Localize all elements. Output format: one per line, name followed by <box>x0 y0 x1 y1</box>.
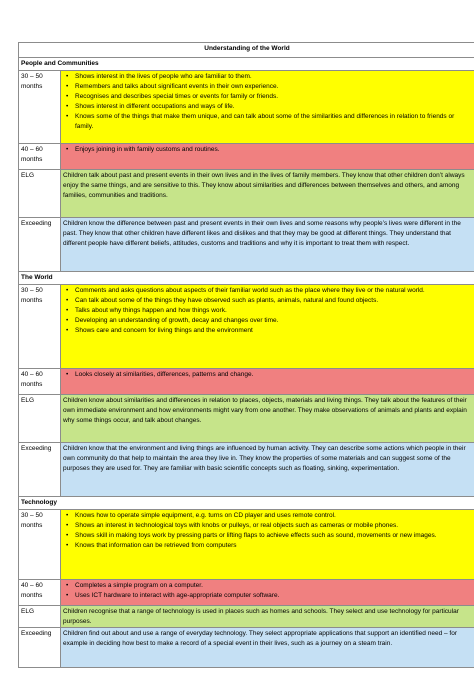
table-row <box>19 510 474 580</box>
descriptor-list <box>63 370 473 380</box>
stage-label: 30 – 50 months <box>19 285 61 369</box>
stage-label: ELG <box>19 606 61 628</box>
descriptor-cell <box>61 628 474 668</box>
descriptor-list <box>63 72 473 132</box>
stage-label: 30 – 50 months <box>19 510 61 580</box>
section-heading: People and Communities <box>19 58 474 71</box>
stage-label: 40 – 60 months <box>19 144 61 170</box>
list-item: • Shows an interest in technological toys with knobs or pulleys, or real objects such as cameras or mobile phones. <box>75 521 473 531</box>
stage-label: Exceeding <box>19 218 61 272</box>
descriptor-cell <box>61 71 474 144</box>
section-heading: Technology <box>19 497 474 510</box>
table-row <box>19 606 474 628</box>
list-item: • Talks about why things happen and how things work. <box>75 306 473 316</box>
descriptor-cell <box>61 510 474 580</box>
stage-label: Exceeding <box>19 628 61 668</box>
descriptor-cell <box>61 285 474 369</box>
descriptor-cell <box>61 580 474 606</box>
descriptor-cell <box>61 218 474 272</box>
list-item: • Uses ICT hardware to interact with age-appropriate computer software. <box>75 591 473 601</box>
section-heading-row <box>19 58 474 71</box>
stage-label: ELG <box>19 395 61 443</box>
section-heading-row <box>19 497 474 510</box>
stage-label: ELG <box>19 170 61 218</box>
descriptor-cell <box>61 443 474 497</box>
table-row <box>19 395 474 443</box>
table-row <box>19 285 474 369</box>
descriptor-text: Children find out about and use a range of everyday technology. They select appropriate applications that support an identified need – for example in deciding how best to make a record of a special event in their lives, such as a journey on a steam train. <box>63 630 457 647</box>
descriptor-text: Children know the difference between past and present events in their own lives and some reasons why people’s lives were different in the past. They know that other children have different likes and dislikes and that they may be good at different things. They understand that different people have different beliefs, attitudes, customs and traditions and why it is important to treat them with respect. <box>63 220 461 247</box>
section-heading: The World <box>19 272 474 285</box>
descriptor-cell <box>61 144 474 170</box>
list-item: • Comments and asks questions about aspects of their familiar world such as the place where they live or the natural world. <box>75 286 473 296</box>
understanding-world-table <box>18 42 474 668</box>
stage-label: Exceeding <box>19 443 61 497</box>
stage-label: 30 – 50 months <box>19 71 61 144</box>
table-row <box>19 369 474 395</box>
list-item: • Knows that information can be retrieved from computers <box>75 541 473 551</box>
descriptor-list <box>63 145 473 155</box>
table-row <box>19 443 474 497</box>
table-row <box>19 218 474 272</box>
table-row <box>19 71 474 144</box>
descriptor-text: Children talk about past and present events in their own lives and in the lives of family members. They know that other children don’t always enjoy the same things, and are sensitive to this. They know about similarities and differences between themselves and others, and among families, communities and traditions. <box>63 172 465 199</box>
table-row <box>19 170 474 218</box>
descriptor-cell <box>61 606 474 628</box>
stage-label: 40 – 60 months <box>19 369 61 395</box>
list-item: • Shows interest in the lives of people who are familiar to them. <box>75 72 473 82</box>
descriptor-cell <box>61 170 474 218</box>
list-item: • Shows care and concern for living things and the environment <box>75 326 473 336</box>
list-item: • Can talk about some of the things they have observed such as plants, animals, natural and found objects. <box>75 296 473 306</box>
list-item: • Knows some of the things that make them unique, and can talk about some of the similarities and differences in relation to friends or family. <box>75 112 473 132</box>
descriptor-cell <box>61 395 474 443</box>
list-item: • Developing an understanding of growth, decay and changes over time. <box>75 316 473 326</box>
list-item: • Knows how to operate simple equipment, e.g. turns on CD player and uses remote control. <box>75 511 473 521</box>
document-page <box>18 42 474 668</box>
table-title: Understanding of the World <box>19 43 474 58</box>
title-row <box>19 43 474 58</box>
list-item: • Completes a simple program on a computer. <box>75 581 473 591</box>
descriptor-text: Children recognise that a range of technology is used in places such as homes and schools. They select and use technology for particular purposes. <box>63 608 459 625</box>
list-item: • Remembers and talks about significant events in their own experience. <box>75 82 473 92</box>
descriptor-list <box>63 511 473 551</box>
list-item: • Shows skill in making toys work by pressing parts or lifting flaps to achieve effects such as sound, movements or new images. <box>75 531 473 541</box>
list-item: • Enjoys joining in with family customs and routines. <box>75 145 473 155</box>
descriptor-list <box>63 581 473 601</box>
list-item: • Recognises and describes special times or events for family or friends. <box>75 92 473 102</box>
stage-label: 40 – 60 months <box>19 580 61 606</box>
section-heading-row <box>19 272 474 285</box>
table-row <box>19 580 474 606</box>
descriptor-text: Children know about similarities and differences in relation to places, objects, materials and living things. They talk about the features of their own immediate environment and how environments might vary from one another. They make observations of animals and plants and explain why some things occur, and talk about changes. <box>63 397 467 424</box>
list-item: • Shows interest in different occupations and ways of life. <box>75 102 473 112</box>
descriptor-cell <box>61 369 474 395</box>
descriptor-text: Children know that the environment and living things are influenced by human activity. They can describe some actions which people in their own community do that help to maintain the area they live in. They know the properties of some materials and can suggest some of the purposes they are used for. They are familiar with basic scientific concepts such as floating, sinking, experimentation. <box>63 445 466 472</box>
table-row <box>19 628 474 668</box>
list-item: • Looks closely at similarities, differences, patterns and change. <box>75 370 473 380</box>
descriptor-list <box>63 286 473 336</box>
table-row <box>19 144 474 170</box>
